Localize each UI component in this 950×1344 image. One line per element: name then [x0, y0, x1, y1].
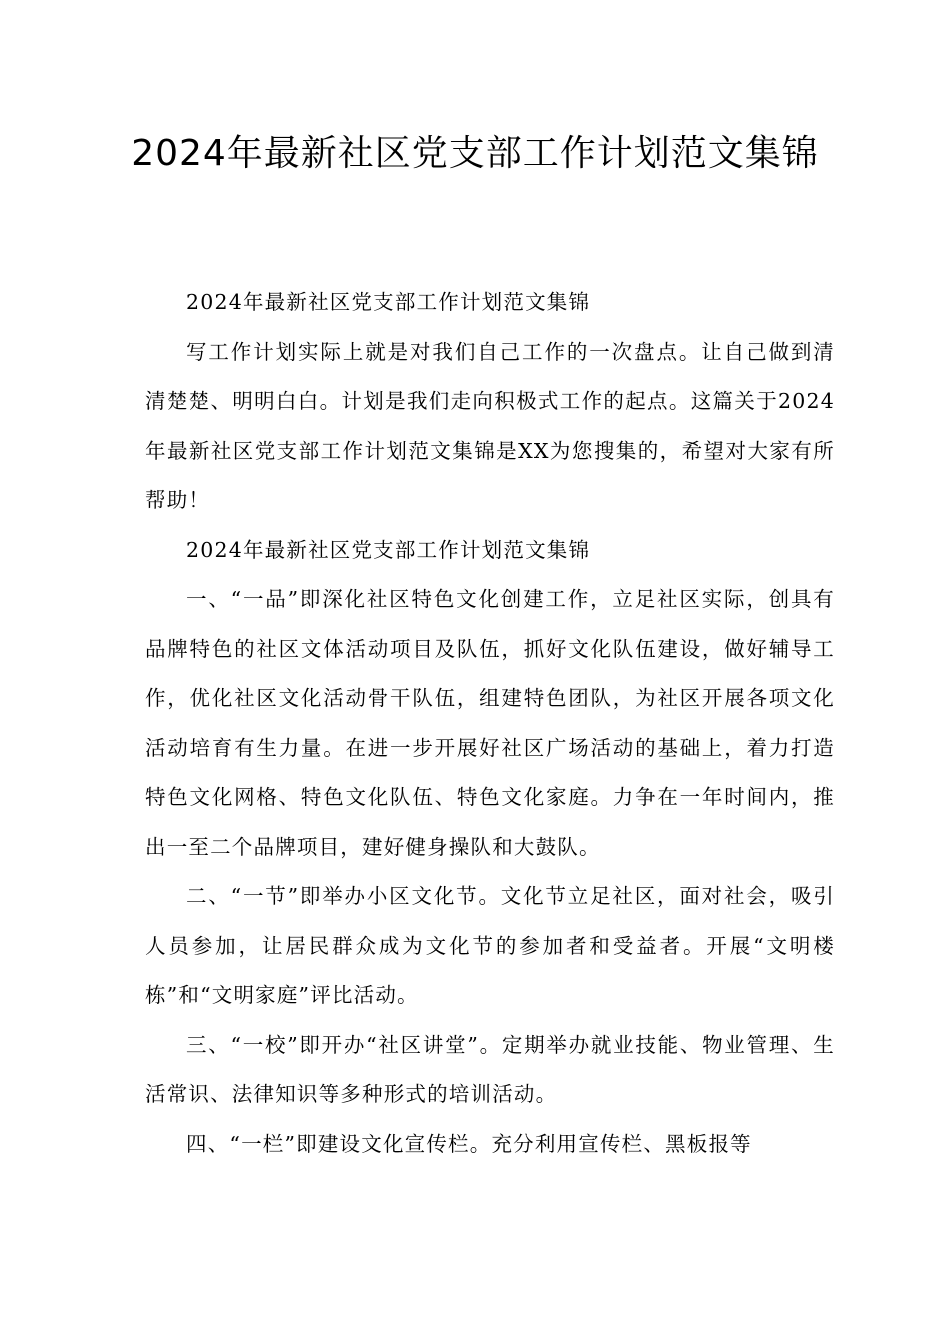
- paragraph-item-4: 四、“一栏”即建设文化宣传栏。充分利用宣传栏、黑板报等: [186, 1131, 752, 1156]
- paragraph-subtitle-repeat: 2024年最新社区党支部工作计划范文集锦: [186, 537, 591, 562]
- paragraph-intro: 写工作计划实际上就是对我们自己工作的一次盘点。让自己做到清清楚楚、明明白白。计划是我们走向积极式工作的起点。这篇关于2024年最新社区党支部工作计划范文集锦是XX为您搜集的，希望对大家有所帮助！: [145, 339, 835, 512]
- document-body: [145, 278, 835, 1169]
- paragraph-item-1: 一、“一品”即深化社区特色文化创建工作，立足社区实际，创具有品牌特色的社区文体活动项目及队伍，抓好文化队伍建设，做好辅导工作，优化社区文化活动骨干队伍，组建特色团队，为社区开展各项文化活动培育有生力量。在进一步开展好社区广场活动的基础上，着力打造特色文化网格、特色文化队伍、特色文化家庭。力争在一年时间内，推出一至二个品牌项目，建好健身操队和大鼓队。: [145, 587, 835, 859]
- paragraph-subtitle: 2024年最新社区党支部工作计划范文集锦: [186, 290, 591, 314]
- paragraph-item-2: 二、“一节”即举办小区文化节。文化节立足社区，面对社会，吸引人员参加，让居民群众成为文化节的参加者和受益者。开展“文明楼栋”和“文明家庭”评比活动。: [145, 884, 835, 1007]
- document-title: 2024年最新社区党支部工作计划范文集锦: [131, 133, 819, 174]
- paragraph-item-3: 三、“一校”即开办“社区讲堂”。定期举办就业技能、物业管理、生活常识、法律知识等多种形式的培训活动。: [145, 1032, 835, 1106]
